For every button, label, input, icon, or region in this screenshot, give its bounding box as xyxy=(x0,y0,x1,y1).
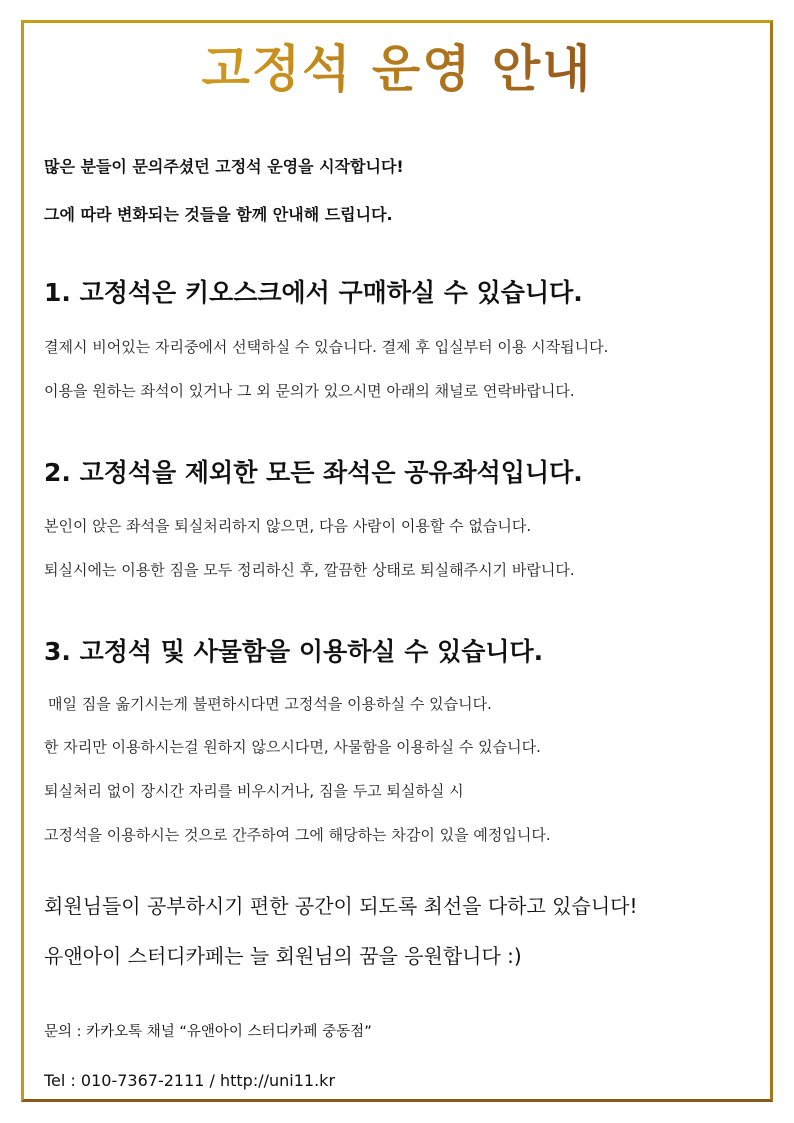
section-2-line-2: 퇴실시에는 이용한 짐을 모두 정리하신 후, 깔끔한 상태로 퇴실해주시기 바랍니다. xyxy=(44,561,575,579)
contact-kakao: 문의 : 카카오톡 채널 “유앤아이 스터디카페 중동점” xyxy=(44,1024,372,1040)
section-3-line-3: 퇴실처리 없이 장시간 자리를 비우시거나, 짐을 두고 퇴실하실 시 xyxy=(44,782,464,800)
section-1-line-1: 결제시 비어있는 자리중에서 선택하실 수 있습니다. 결제 후 입실부터 이용 시작됩니다. xyxy=(44,338,609,356)
intro-line-1: 많은 분들이 문의주셨던 고정석 운영을 시작합니다! xyxy=(44,157,404,176)
page-title: 고정석 운영 안내 xyxy=(0,34,794,104)
section-3-line-4: 고정석을 이용하시는 것으로 간주하여 그에 해당하는 차감이 있을 예정입니다. xyxy=(44,826,551,844)
section-1-heading: 1. 고정석은 키오스크에서 구매하실 수 있습니다. xyxy=(44,278,583,307)
contact-tel: Tel : 010-7367-2111 / http://uni11.kr xyxy=(44,1071,336,1090)
section-1-line-2: 이용을 원하는 좌석이 있거나 그 외 문의가 있으시면 아래의 채널로 연락바랍니다. xyxy=(44,382,575,400)
closing-line-2: 유앤아이 스터디카페는 늘 회원님의 꿈을 응원합니다 :) xyxy=(44,944,522,968)
section-3-heading: 3. 고정석 및 사물함을 이용하실 수 있습니다. xyxy=(44,637,544,666)
section-2-heading: 2. 고정석을 제외한 모든 좌석은 공유좌석입니다. xyxy=(44,458,583,487)
section-3-line-1: 매일 짐을 옮기시는게 불편하시다면 고정석을 이용하실 수 있습니다. xyxy=(48,695,492,713)
section-3-line-2: 한 자리만 이용하시는걸 원하지 않으시다면, 사물함을 이용하실 수 있습니다. xyxy=(44,738,541,756)
section-2-line-1: 본인이 앉은 좌석을 퇴실처리하지 않으면, 다음 사람이 이용할 수 없습니다. xyxy=(44,517,532,535)
intro-line-2: 그에 따라 변화되는 것들을 함께 안내해 드립니다. xyxy=(44,205,393,224)
closing-line-1: 회원님들이 공부하시기 편한 공간이 되도록 최선을 다하고 있습니다! xyxy=(44,894,638,918)
